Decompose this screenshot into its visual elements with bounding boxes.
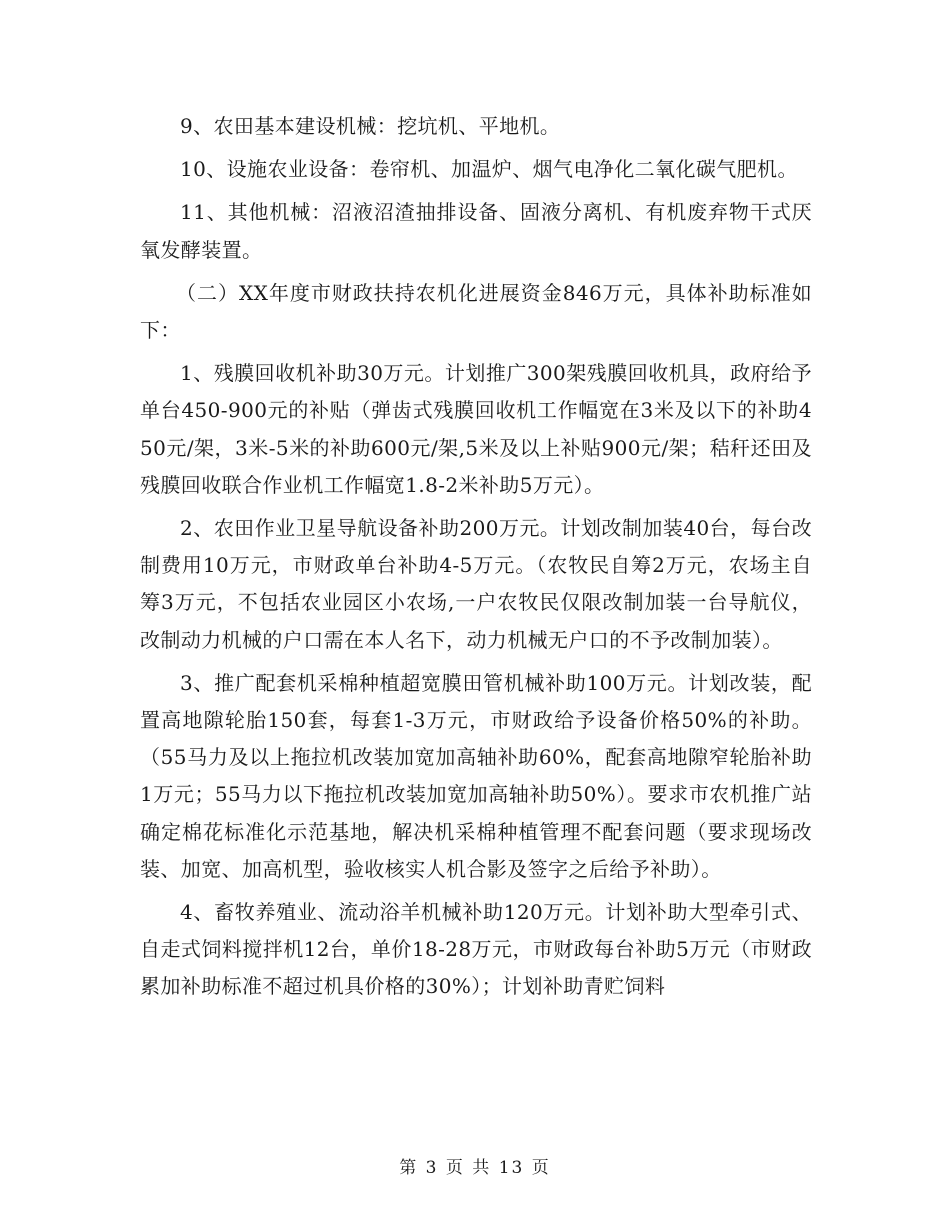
paragraph-subsidy-1: 1、残膜回收机补助30万元。计划推广300架残膜回收机具，政府给予单台450-900元的补贴（弹齿式残膜回收机工作幅宽在3米及以下的补助450元/架，3米-5米的补助600元/架,5米及以上补贴900元/架；秸秆还田及残膜回收联合作业机工作幅宽1.8-2米补助5万元）。 [140, 361, 812, 497]
paragraph-subsidy-3: 3、推广配套机采棉种植超宽膜田管机械补助100万元。计划改装，配置高地隙轮胎150套，每套1-3万元，市财政给予设备价格50%的补助。（55马力及以上拖拉机改装加宽加高轴补助60%，配套高地隙窄轮胎补助1万元；55马力以下拖拉机改装加宽加高轴补助50%）。要求市农机推广站确定棉花标准化示范基地，解决机采棉种植管理不配套问题（要求现场改装、加宽、加高机型，验收核实人机合影及签字之后给予补助）。 [140, 670, 812, 881]
paragraph-subsidy-2: 2、农田作业卫星导航设备补助200万元。计划改制加装40台，每台改制费用10万元，市财政单台补助4-5万元。（农牧民自筹2万元，农场主自筹3万元，不包括农业园区小农场,一户农牧民仅限改制加装一台导航仪，改制动力机械的户口需在本人名下，动力机械无户口的不予改制加装）。 [140, 516, 812, 652]
page-footer-number: 第 3 页 共 13 页 [399, 1158, 551, 1178]
paragraph-item-9: 9、农田基本建设机械：挖坑机、平地机。 [180, 114, 561, 138]
section-heading-2: （二）XX年度市财政扶持农机化进展资金846万元，具体补助标准如下： [140, 280, 812, 343]
paragraph-item-10: 10、设施农业设备：卷帘机、加温炉、烟气电净化二氧化碳气肥机。 [180, 157, 798, 182]
paragraph-subsidy-4: 4、畜牧养殖业、流动浴羊机械补助120万元。计划补助大型牵引式、自走式饲料搅拌机12台，单价18-28万元，市财政每台补助5万元（市财政累加补助标准不超过机具价格的30%）；计划补助青贮饲料 [140, 900, 812, 999]
paragraph-item-11: 11、其他机械：沼液沼渣抽排设备、固液分离机、有机废弃物干式厌氧发酵装置。 [140, 200, 812, 262]
document-body [140, 108, 812, 1012]
